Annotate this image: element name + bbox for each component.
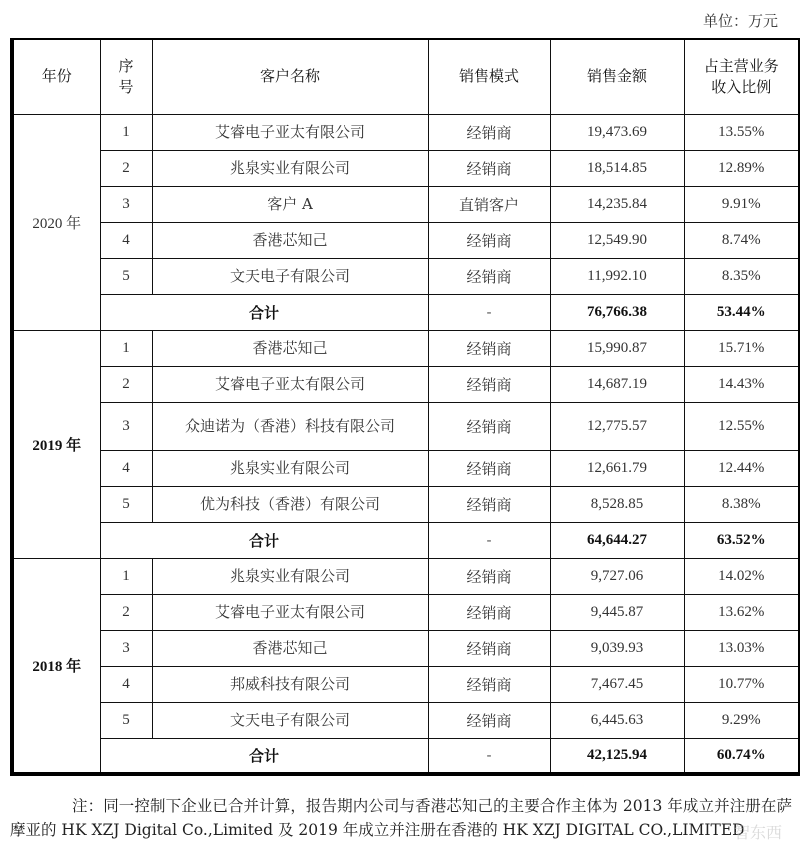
seq-cell: 4 <box>100 450 152 486</box>
total-label: 合计 <box>100 522 428 558</box>
customer-cell: 邦威科技有限公司 <box>152 666 428 702</box>
amount-cell: 12,775.57 <box>550 402 684 450</box>
customer-cell: 文天电子有限公司 <box>152 702 428 738</box>
seq-cell: 1 <box>100 330 152 366</box>
table-row <box>12 666 799 702</box>
mode-cell: 经销商 <box>428 702 550 738</box>
header-year: 年份 <box>12 39 100 114</box>
seq-cell: 4 <box>100 222 152 258</box>
total-ratio: 60.74% <box>684 738 799 774</box>
customer-cell: 兆泉实业有限公司 <box>152 558 428 594</box>
mode-cell: 经销商 <box>428 558 550 594</box>
table-row <box>12 114 799 150</box>
table-row <box>12 630 799 666</box>
table-row <box>12 594 799 630</box>
header-customer: 客户名称 <box>152 39 428 114</box>
mode-cell: 经销商 <box>428 258 550 294</box>
ratio-cell: 8.38% <box>684 486 799 522</box>
mode-cell: 经销商 <box>428 630 550 666</box>
watermark: 智东西 <box>733 823 782 842</box>
customer-cell: 文天电子有限公司 <box>152 258 428 294</box>
seq-cell: 1 <box>100 114 152 150</box>
customer-cell: 众迪诺为（香港）科技有限公司 <box>152 402 428 450</box>
year-cell: 2020 年 <box>12 114 100 330</box>
total-amount: 76,766.38 <box>550 294 684 330</box>
header-row <box>12 39 799 114</box>
customer-cell: 优为科技（香港）有限公司 <box>152 486 428 522</box>
seq-cell: 5 <box>100 486 152 522</box>
ratio-cell: 13.62% <box>684 594 799 630</box>
total-row <box>12 294 799 330</box>
customer-cell: 兆泉实业有限公司 <box>152 150 428 186</box>
table-row <box>12 330 799 366</box>
seq-cell: 5 <box>100 702 152 738</box>
ratio-cell: 13.03% <box>684 630 799 666</box>
ratio-cell: 15.71% <box>684 330 799 366</box>
amount-cell: 14,235.84 <box>550 186 684 222</box>
mode-cell: 经销商 <box>428 486 550 522</box>
footnote: 注：同一控制下企业已合并计算，报告期内公司与香港芯知己的主要合作主体为 2013 年成立并注册在萨摩亚的 HK XZJ Digital Co.,Limited 及 2019 年成立并注册在香港的 HK XZJ DIGITAL CO.,LIMITED <box>10 797 792 839</box>
mode-cell: 经销商 <box>428 366 550 402</box>
seq-cell: 3 <box>100 630 152 666</box>
table-row <box>12 486 799 522</box>
customer-cell: 艾睿电子亚太有限公司 <box>152 114 428 150</box>
ratio-cell: 8.35% <box>684 258 799 294</box>
total-mode: - <box>428 738 550 774</box>
seq-cell: 2 <box>100 150 152 186</box>
mode-cell: 经销商 <box>428 330 550 366</box>
total-mode: - <box>428 294 550 330</box>
ratio-cell: 9.91% <box>684 186 799 222</box>
table-row <box>12 258 799 294</box>
customer-cell: 香港芯知己 <box>152 222 428 258</box>
ratio-cell: 12.89% <box>684 150 799 186</box>
table-row <box>12 150 799 186</box>
year-cell: 2018 年 <box>12 558 100 774</box>
ratio-cell: 9.29% <box>684 702 799 738</box>
header-amount: 销售金额 <box>550 39 684 114</box>
table-row <box>12 450 799 486</box>
amount-cell: 14,687.19 <box>550 366 684 402</box>
amount-cell: 9,727.06 <box>550 558 684 594</box>
amount-cell: 18,514.85 <box>550 150 684 186</box>
ratio-cell: 8.74% <box>684 222 799 258</box>
table-row <box>12 702 799 738</box>
table-row <box>12 558 799 594</box>
total-ratio: 53.44% <box>684 294 799 330</box>
header-ratio: 占主营业务收入比例 <box>684 39 799 114</box>
year-cell: 2019 年 <box>12 330 100 558</box>
amount-cell: 9,445.87 <box>550 594 684 630</box>
table-row <box>12 402 799 450</box>
ratio-cell: 12.44% <box>684 450 799 486</box>
unit-label: 单位：万元 <box>702 12 778 30</box>
mode-cell: 经销商 <box>428 594 550 630</box>
seq-cell: 2 <box>100 594 152 630</box>
ratio-cell: 12.55% <box>684 402 799 450</box>
seq-cell: 3 <box>100 186 152 222</box>
total-row <box>12 738 799 774</box>
mode-cell: 经销商 <box>428 450 550 486</box>
top-customers-table <box>10 38 800 776</box>
amount-cell: 15,990.87 <box>550 330 684 366</box>
customer-cell: 艾睿电子亚太有限公司 <box>152 366 428 402</box>
customer-cell: 香港芯知己 <box>152 330 428 366</box>
amount-cell: 8,528.85 <box>550 486 684 522</box>
total-amount: 42,125.94 <box>550 738 684 774</box>
seq-cell: 4 <box>100 666 152 702</box>
table-row <box>12 186 799 222</box>
header-seq: 序号 <box>100 39 152 114</box>
amount-cell: 12,549.90 <box>550 222 684 258</box>
customer-cell: 香港芯知己 <box>152 630 428 666</box>
mode-cell: 经销商 <box>428 666 550 702</box>
seq-cell: 2 <box>100 366 152 402</box>
customer-cell: 艾睿电子亚太有限公司 <box>152 594 428 630</box>
customer-cell: 兆泉实业有限公司 <box>152 450 428 486</box>
amount-cell: 7,467.45 <box>550 666 684 702</box>
total-ratio: 63.52% <box>684 522 799 558</box>
header-mode: 销售模式 <box>428 39 550 114</box>
ratio-cell: 10.77% <box>684 666 799 702</box>
amount-cell: 12,661.79 <box>550 450 684 486</box>
seq-cell: 1 <box>100 558 152 594</box>
ratio-cell: 13.55% <box>684 114 799 150</box>
seq-cell: 3 <box>100 402 152 450</box>
amount-cell: 9,039.93 <box>550 630 684 666</box>
mode-cell: 经销商 <box>428 150 550 186</box>
total-label: 合计 <box>100 294 428 330</box>
mode-cell: 经销商 <box>428 114 550 150</box>
seq-cell: 5 <box>100 258 152 294</box>
customer-cell: 客户 A <box>152 186 428 222</box>
total-mode: - <box>428 522 550 558</box>
amount-cell: 6,445.63 <box>550 702 684 738</box>
total-amount: 64,644.27 <box>550 522 684 558</box>
mode-cell: 直销客户 <box>428 186 550 222</box>
mode-cell: 经销商 <box>428 222 550 258</box>
total-label: 合计 <box>100 738 428 774</box>
ratio-cell: 14.02% <box>684 558 799 594</box>
total-row <box>12 522 799 558</box>
table-row <box>12 222 799 258</box>
mode-cell: 经销商 <box>428 402 550 450</box>
amount-cell: 19,473.69 <box>550 114 684 150</box>
amount-cell: 11,992.10 <box>550 258 684 294</box>
ratio-cell: 14.43% <box>684 366 799 402</box>
table-row <box>12 366 799 402</box>
